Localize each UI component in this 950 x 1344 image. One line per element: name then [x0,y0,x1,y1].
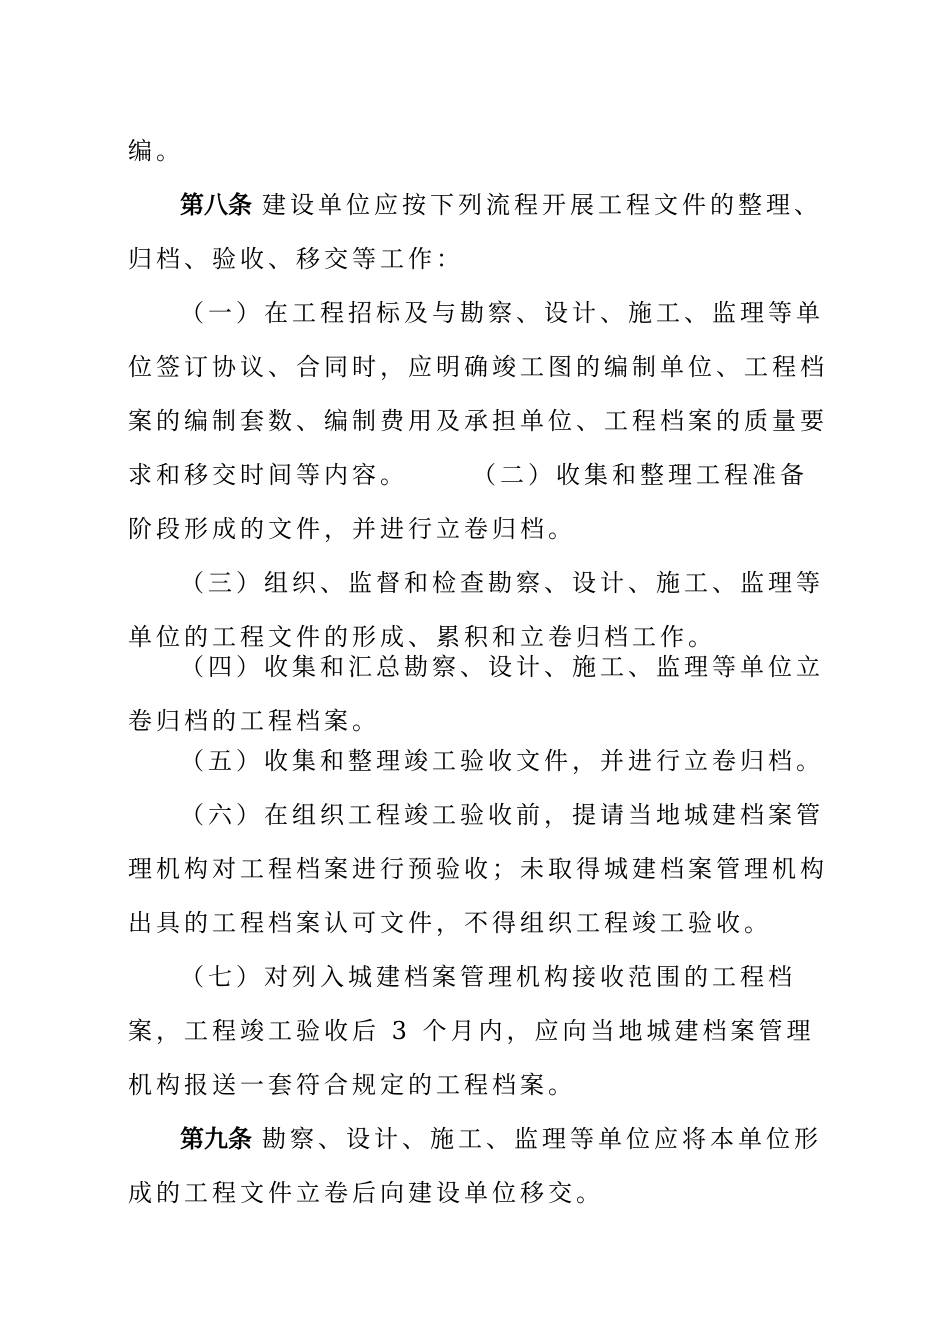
article-9-heading: 第九条 [180,1124,252,1153]
paragraph-text: 编。 [128,137,184,165]
article-9 [128,1112,828,1220]
item-5 [128,734,828,788]
article-8-text: 建设单位应按下列流程开展工程文件的整理、归档、验收、移交等工作： [128,191,822,273]
item-6 [128,788,828,950]
item-1-text: （一）在工程招标及与勘察、设计、施工、监理等单位签订协议、合同时，应明确竣工图的编制单位、工程档案的编制套数、编制费用及承担单位、工程档案的质量要求和移交时间等内容。 [128,299,828,489]
paragraph-continuation [128,124,828,178]
article-9-text: 勘察、设计、施工、监理等单位应将本单位形成的工程文件立卷后向建设单位移交。 [128,1125,822,1207]
item-6-text: （六）在组织工程竣工验收前，提请当地城建档案管理机构对工程档案进行预验收；未取得城建档案管理机构出具的工程档案认可文件，不得组织工程竣工验收。 [128,801,828,937]
item-1 [128,286,828,556]
item-2-text: （二）收集和整理工程准备阶段形成的文件，并进行立卷归档。 [128,461,808,543]
item-4 [128,640,828,748]
item-7 [128,950,828,1112]
item-4-text: （四）收集和汇总勘察、设计、施工、监理等单位立卷归档的工程档案。 [128,653,824,735]
item-5-text: （五）收集和整理竣工验收文件，并进行立卷归档。 [180,747,824,775]
article-8 [128,178,828,286]
article-8-heading: 第八条 [180,190,252,219]
item-3-text: （三）组织、监督和检查勘察、设计、施工、监理等单位的工程文件的形成、累积和立卷归档工作。 [128,569,824,651]
item-7-text: （七）对列入城建档案管理机构接收范围的工程档案，工程竣工验收后 3 个月内，应向当地城建档案管理机构报送一套符合规定的工程档案。 [128,963,815,1099]
